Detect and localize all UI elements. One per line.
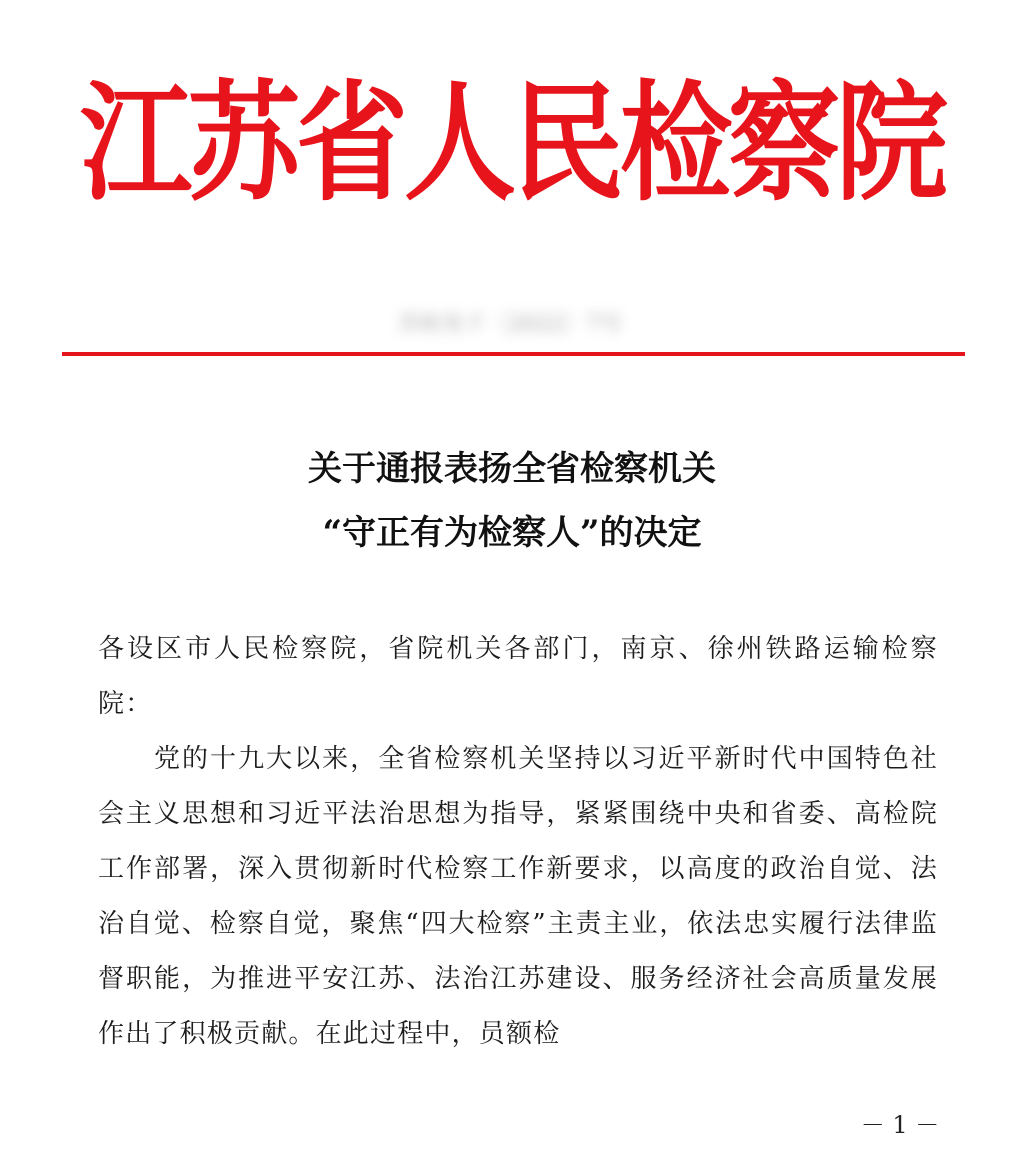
- document-number: 苏检发干〔2022〕7号: [398, 312, 622, 337]
- issuing-org-title: 江苏省人民检察院: [80, 68, 944, 219]
- document-body: [98, 622, 938, 1062]
- document-title-line-2: “守正有为检察人”的决定: [322, 513, 702, 553]
- document-title: [0, 437, 1024, 565]
- red-header-rule: [62, 352, 965, 356]
- page-number: － 1 －: [860, 1111, 940, 1139]
- recipients-line: 各设区市人民检察院，省院机关各部门，南京、徐州铁路运输检察院：: [98, 634, 938, 719]
- body-paragraph: 党的十九大以来，全省检察机关坚持以习近平新时代中国特色社会主义思想和习近平法治思想为指导，紧紧围绕中央和省委、高检院工作部署，深入贯彻新时代检察工作新要求，以高度的政治自觉、法治自觉、检察自觉，聚焦“四大检察”主责主业，依法忠实履行法律监督职能，为推进平安江苏、法治江苏建设、服务经济社会高质量发展作出了积极贡献。在此过程中，员额检: [98, 744, 938, 1049]
- document-title-line-1: 关于通报表扬全省检察机关: [308, 449, 716, 489]
